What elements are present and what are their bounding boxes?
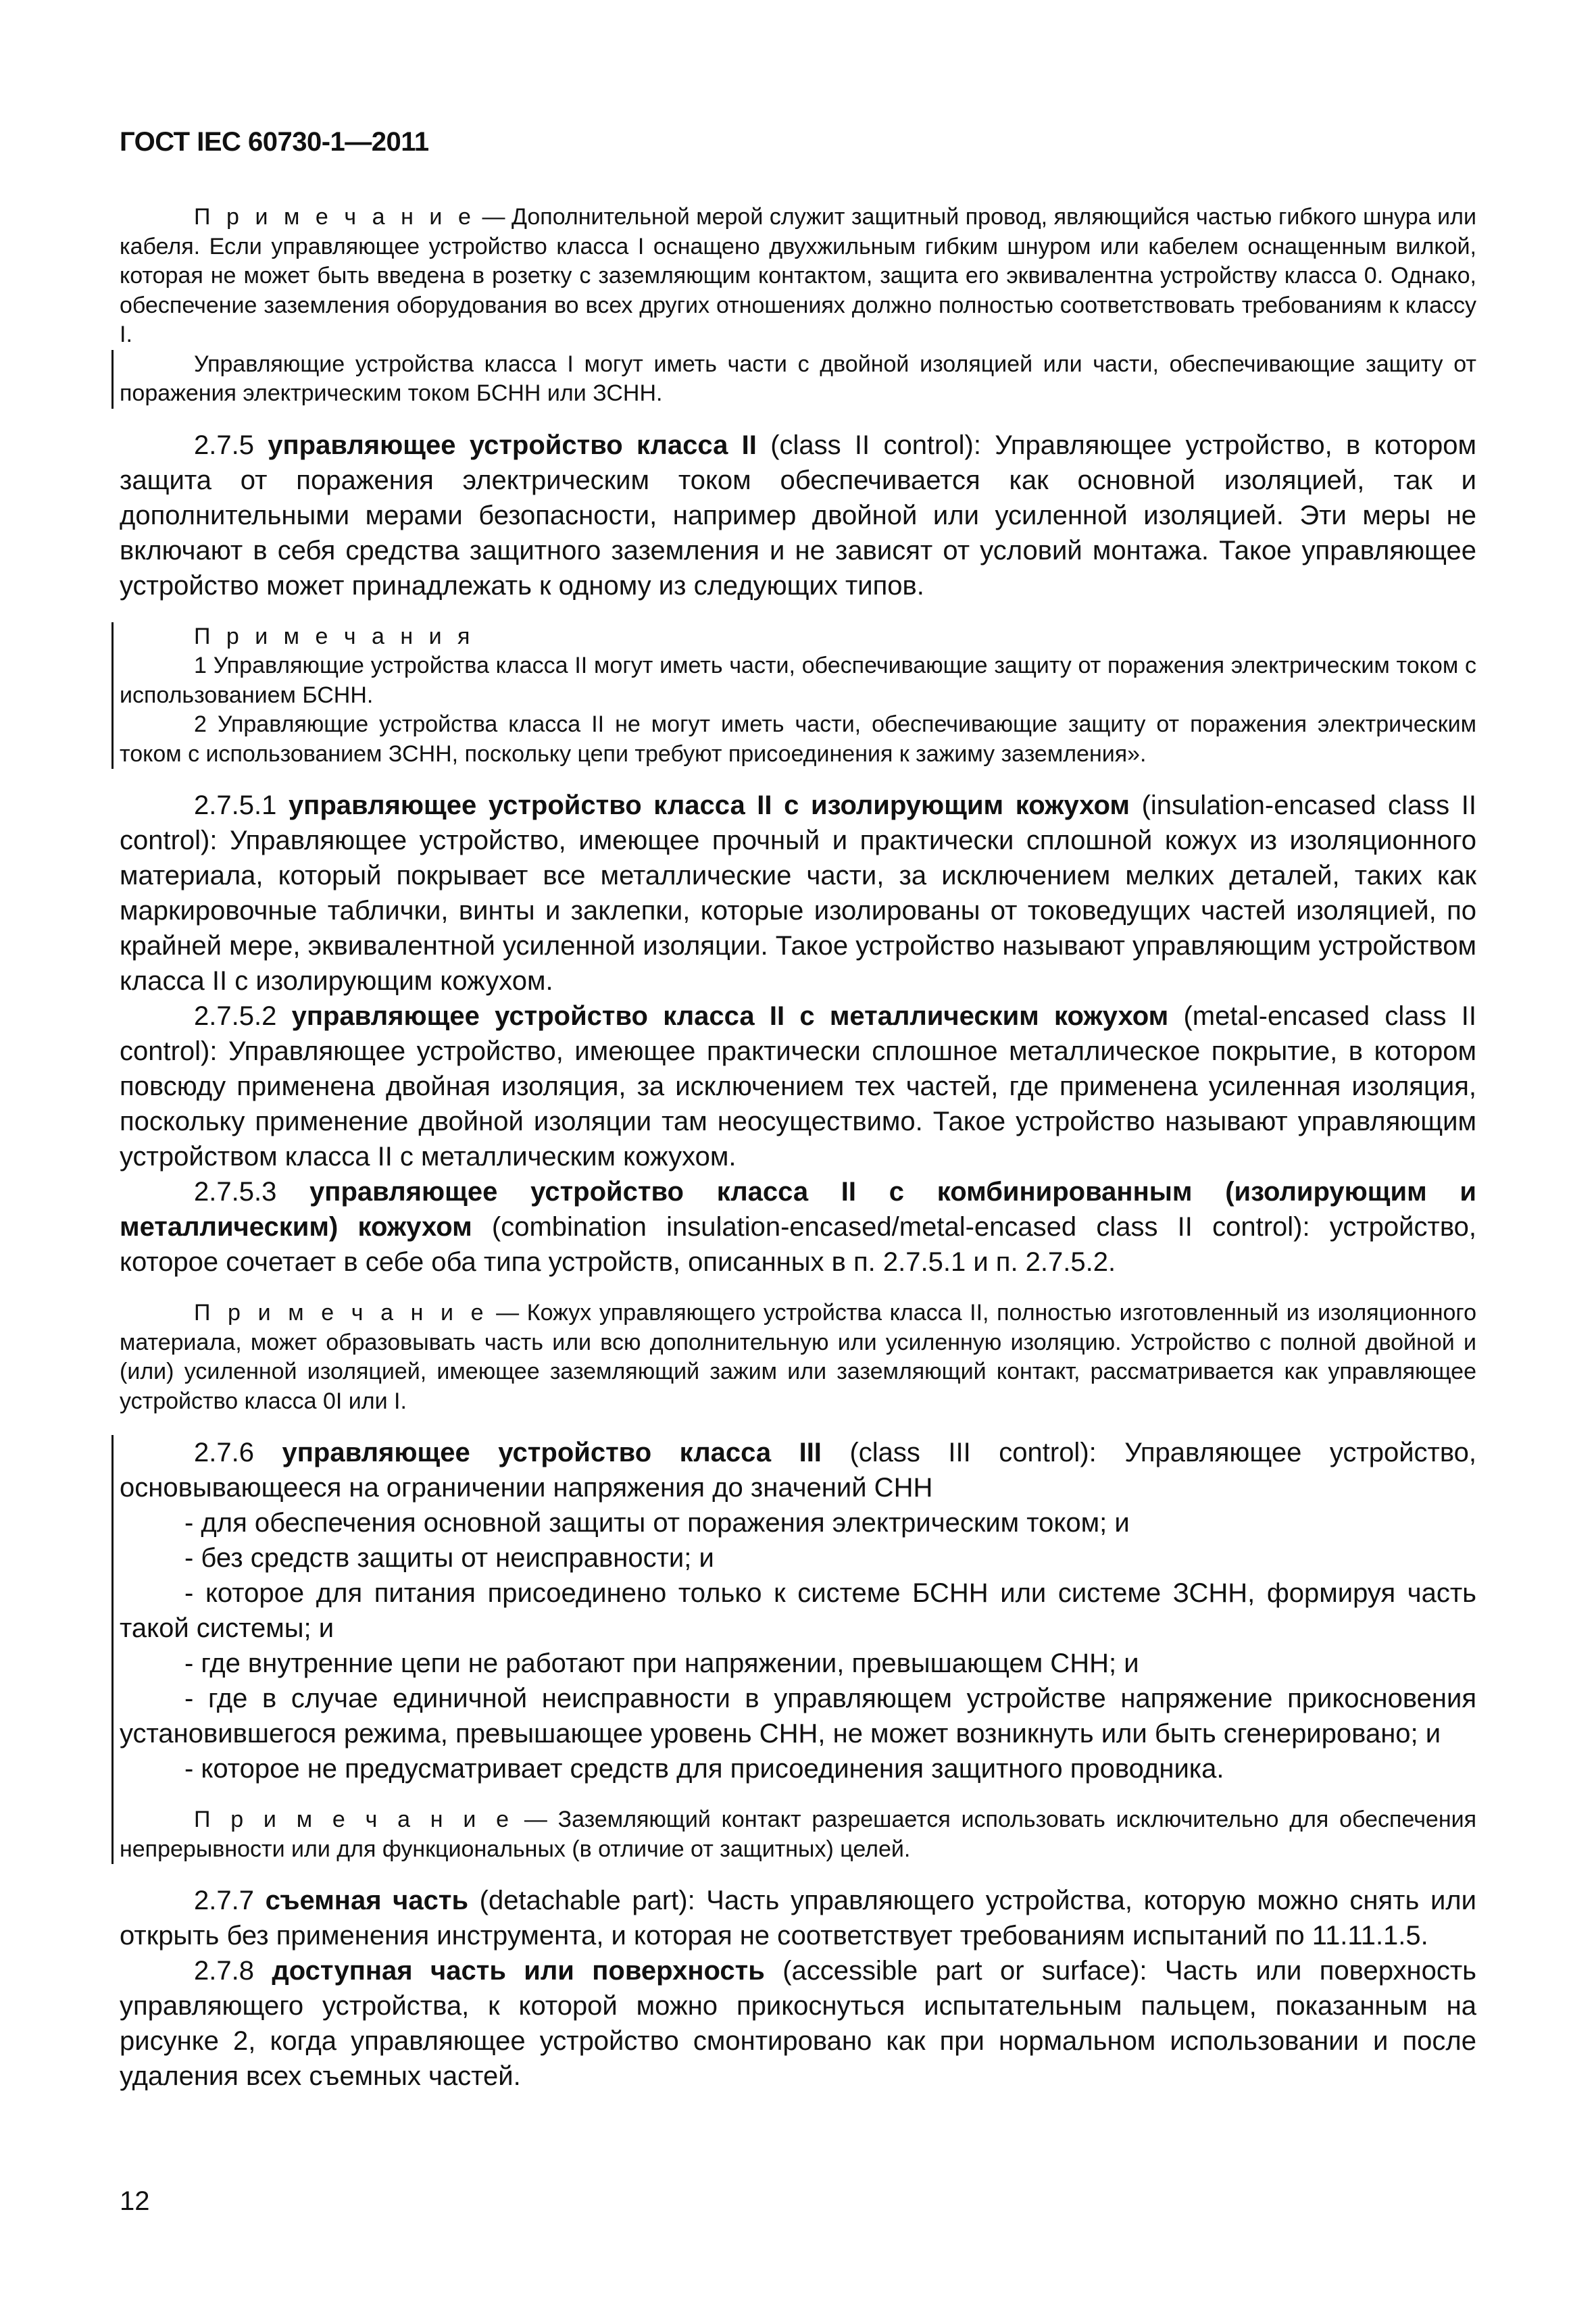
list-item: - где внутренние цепи не работают при напряжении, превышающем СНН; и: [184, 1649, 1139, 1678]
notes-label: П р и м е ч а н и я: [194, 623, 475, 649]
section-number: 2.7.5.1: [194, 790, 289, 820]
section-2-7-7: [120, 1883, 1476, 1953]
notes-2-7-5: [111, 622, 1476, 770]
section-text: (detachable part): Часть управляющего устройства, которую можно снять или открыть без применения инструмента, и которая не соответствует требованиям испытаний по 11.11.1.5.: [120, 1886, 1476, 1951]
section-2-7-8: [120, 1953, 1476, 2094]
note-text: — Кожух управляющего устройства класса II, полностью изготовленный из изоляционного материала, может образовывать часть или всю дополнительную или усиленную изоляцию. Устройство с полной двойной и (или) усиленной изоляцией, имеющее заземляющий зажим или заземляющий контакт, рассматривается как управляющее устройство класса 0I или I.: [120, 1300, 1476, 1414]
note-label: П р и м е ч а н и е: [194, 1807, 514, 1832]
note-label: П р и м е ч а н и е: [194, 1300, 489, 1326]
section-text: (class II control): Управляющее устройство, в котором защита от поражения электрическим током обеспечивается как основной изоляцией, так и дополнительными мерами безопасности, например двойной или усиленной изоляцией. Эти меры не включают в себя средства защитного заземления и не зависят от условий монтажа. Такое управляющее устройство может принадлежать к одному из следующих типов.: [120, 430, 1476, 601]
note-text: — Заземляющий контакт разрешается использовать исключительно для обеспечения непрерывности или для функциональных (в отличие от защитных) целей.: [120, 1807, 1476, 1862]
page-number: 12: [120, 2186, 150, 2216]
section-2-7-6: [120, 1435, 1476, 1505]
note-2-7-5-3: [120, 1299, 1476, 1416]
section-number: 2.7.5.2: [194, 1001, 292, 1031]
section-2-7-5: [120, 428, 1476, 603]
section-text: (combination insulation-encased/metal-encased class II control): устройство, которое сочетает в себе оба типа устройств, описанных в п. 2.7.5.1 и п. 2.7.5.2.: [120, 1212, 1476, 1277]
section-2-7-6-block: [111, 1435, 1476, 1864]
note-text: — Дополнительной мерой служит защитный провод, являющийся частью гибкого шнура или кабеля. Если управляющее устройство класса I оснащено двухжильным гибким шнуром или кабелем оснащенным вилкой, которая не может быть введена в розетку с заземляющим контактом, защита его эквивалентна устройству класса 0. Однако, обеспечение заземления оборудования во всех других отношениях должно полностью соответствовать требованиям к классу I.: [120, 204, 1476, 347]
list-item: - где в случае единичной неисправности в управляющем устройстве напряжение прикосновения установившегося режима, превышающее уровень СНН, не может возникнуть или быть сгенерировано; и: [120, 1684, 1476, 1749]
page-header: ГОСТ IEC 60730-1—2011: [120, 127, 429, 157]
section-text: (insulation-encased class II control): Управляющее устройство, имеющее прочный и практически сплошной кожух из изоляционного материала, который покрывает все металлические части, за исключением мелких деталей, таких как маркировочные таблички, винты и заклепки, которые изолированы от токоведущих частей изоляцией, по крайней мере, эквивалентной усиленной изоляции. Такое устройство называют управляющим устройством класса II с изолирующим кожухом.: [120, 790, 1477, 996]
note-top: [120, 203, 1476, 350]
list-item: - которое для питания присоединено только к системе БСНН или системе ЗСНН, формируя часть такой системы; и: [120, 1578, 1476, 1643]
note-top-2: Управляющие устройства класса I могут иметь части с двойной изоляцией или части, обеспечивающие защиту от поражения электрическим током БСНН или ЗСНН.: [111, 350, 1476, 409]
note-item-2: 2 Управляющие устройства класса II не могут иметь части, обеспечивающие защиту от поражения электрическим током с использованием ЗСНН, поскольку цепи требуют присоединения к зажиму заземления».: [120, 711, 1476, 767]
section-number: 2.7.5: [194, 430, 268, 460]
section-term: доступная часть или поверхность: [272, 1956, 765, 1986]
section-term: управляющее устройство класса II с комбинированным (изолирующим и металлическим) кожухом: [120, 1177, 1477, 1242]
section-number: 2.7.6: [194, 1438, 282, 1467]
section-2-7-5-2: [120, 999, 1476, 1174]
note-label: П р и м е ч а н и е: [194, 204, 476, 230]
section-term: управляющее устройство класса II с изолирующим кожухом: [288, 790, 1130, 820]
list-item: - которое не предусматривает средств для присоединения защитного проводника.: [184, 1754, 1224, 1784]
section-text: (accessible part or surface): Часть или поверхность управляющего устройства, к которой можно прикоснуться испытательным пальцем, показанным на рисунке 2, когда управляющее устройство смонтировано как при нормальном использовании и после удаления всех съемных частей.: [120, 1956, 1477, 2091]
section-term: съемная часть: [265, 1886, 469, 1915]
section-text: (metal-encased class II control): Управляющее устройство, имеющее практически сплошное металлическое покрытие, в котором повсюду применена двойная изоляция, за исключением тех частей, где применена усиленная изоляция, поскольку применение двойной изоляции там неосуществимо. Такое устройство называют управляющим устройством класса II с металлическим кожухом.: [120, 1001, 1477, 1172]
section-term: управляющее устройство класса II с металлическим кожухом: [291, 1001, 1169, 1031]
section-term: управляющее устройство класса III: [282, 1438, 822, 1467]
page-content: [120, 203, 1476, 2094]
note-item-1: 1 Управляющие устройства класса II могут иметь части, обеспечивающие защиту от поражения электрическим током с использованием БСНН.: [120, 653, 1476, 708]
section-number: 2.7.5.3: [194, 1177, 310, 1207]
list-item: - без средств защиты от неисправности; и: [184, 1543, 714, 1573]
note-2-7-6: [120, 1805, 1476, 1864]
section-2-7-5-1: [120, 788, 1476, 999]
section-term: управляющее устройство класса II: [268, 430, 757, 460]
section-number: 2.7.7: [194, 1886, 266, 1915]
section-text: (class III control): Управляющее устройство, основывающееся на ограничении напряжения до значений СНН: [120, 1438, 1477, 1503]
list-item: - для обеспечения основной защиты от поражения электрическим током; и: [184, 1508, 1130, 1538]
section-2-7-5-3: [120, 1174, 1476, 1280]
section-number: 2.7.8: [194, 1956, 272, 1986]
